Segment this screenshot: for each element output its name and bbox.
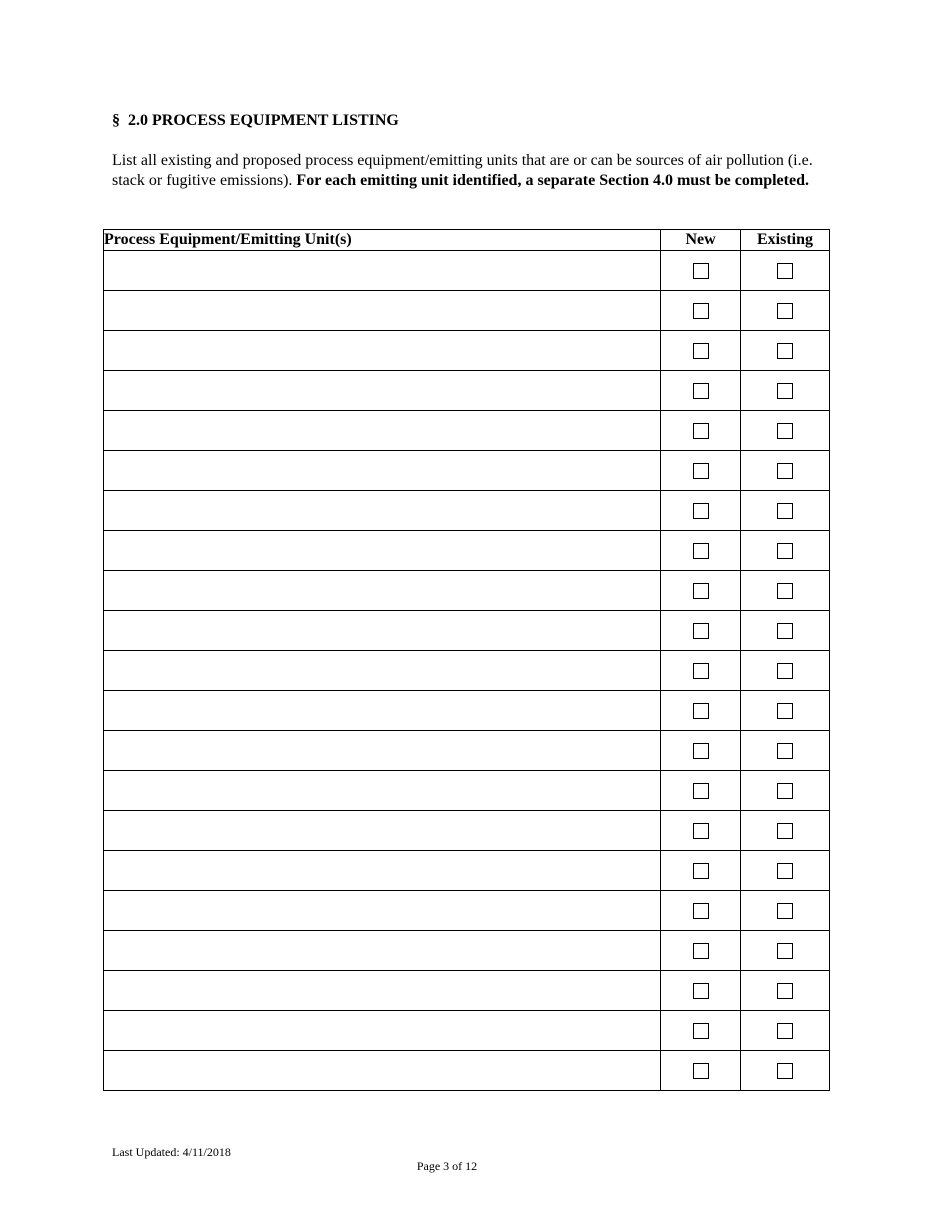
new-checkbox[interactable] bbox=[693, 703, 709, 719]
existing-cell bbox=[741, 811, 830, 851]
instructions-bold-text: For each emitting unit identified, a separate Section 4.0 must be completed. bbox=[296, 171, 809, 189]
new-checkbox[interactable] bbox=[693, 783, 709, 799]
equipment-name-field[interactable] bbox=[104, 451, 661, 491]
new-checkbox[interactable] bbox=[693, 383, 709, 399]
existing-checkbox[interactable] bbox=[777, 903, 793, 919]
existing-checkbox[interactable] bbox=[777, 703, 793, 719]
new-checkbox[interactable] bbox=[693, 863, 709, 879]
equipment-name-field[interactable] bbox=[104, 1051, 661, 1091]
new-checkbox[interactable] bbox=[693, 463, 709, 479]
existing-cell bbox=[741, 611, 830, 651]
table-row bbox=[104, 691, 830, 731]
table-row bbox=[104, 1011, 830, 1051]
header-existing: Existing bbox=[741, 230, 830, 251]
new-cell bbox=[661, 971, 741, 1011]
existing-checkbox[interactable] bbox=[777, 743, 793, 759]
table-row bbox=[104, 891, 830, 931]
equipment-name-field[interactable] bbox=[104, 571, 661, 611]
new-checkbox[interactable] bbox=[693, 543, 709, 559]
table-row bbox=[104, 611, 830, 651]
new-cell bbox=[661, 531, 741, 571]
new-cell bbox=[661, 851, 741, 891]
existing-cell bbox=[741, 531, 830, 571]
equipment-name-field[interactable] bbox=[104, 611, 661, 651]
existing-cell bbox=[741, 371, 830, 411]
page-number: Page 3 of 12 bbox=[416, 1159, 478, 1173]
existing-checkbox[interactable] bbox=[777, 943, 793, 959]
existing-cell bbox=[741, 731, 830, 771]
equipment-name-field[interactable] bbox=[104, 291, 661, 331]
existing-checkbox[interactable] bbox=[777, 383, 793, 399]
existing-checkbox[interactable] bbox=[777, 623, 793, 639]
existing-checkbox[interactable] bbox=[777, 463, 793, 479]
instructions-text: List all existing and proposed process equipment/emitting units that are or can be sources of air pollution (i.e. stack or fugitive emissions). bbox=[112, 152, 813, 189]
new-checkbox[interactable] bbox=[693, 583, 709, 599]
new-checkbox[interactable] bbox=[693, 663, 709, 679]
equipment-name-field[interactable] bbox=[104, 331, 661, 371]
equipment-name-field[interactable] bbox=[104, 651, 661, 691]
equipment-name-field[interactable] bbox=[104, 971, 661, 1011]
table-row bbox=[104, 851, 830, 891]
equipment-table-body bbox=[104, 251, 830, 1091]
existing-cell bbox=[741, 971, 830, 1011]
new-cell bbox=[661, 371, 741, 411]
existing-cell bbox=[741, 451, 830, 491]
existing-checkbox[interactable] bbox=[777, 863, 793, 879]
existing-checkbox[interactable] bbox=[777, 343, 793, 359]
new-checkbox[interactable] bbox=[693, 943, 709, 959]
new-cell bbox=[661, 931, 741, 971]
existing-checkbox[interactable] bbox=[777, 823, 793, 839]
new-cell bbox=[661, 251, 741, 291]
table-row bbox=[104, 291, 830, 331]
table-row bbox=[104, 731, 830, 771]
existing-checkbox[interactable] bbox=[777, 263, 793, 279]
table-row bbox=[104, 931, 830, 971]
new-cell bbox=[661, 691, 741, 731]
equipment-name-field[interactable] bbox=[104, 891, 661, 931]
existing-checkbox[interactable] bbox=[777, 583, 793, 599]
equipment-name-field[interactable] bbox=[104, 371, 661, 411]
new-cell bbox=[661, 771, 741, 811]
existing-checkbox[interactable] bbox=[777, 663, 793, 679]
equipment-name-field[interactable] bbox=[104, 411, 661, 451]
new-cell bbox=[661, 811, 741, 851]
existing-cell bbox=[741, 931, 830, 971]
new-checkbox[interactable] bbox=[693, 1063, 709, 1079]
table-row bbox=[104, 771, 830, 811]
table-row bbox=[104, 371, 830, 411]
new-cell bbox=[661, 611, 741, 651]
new-checkbox[interactable] bbox=[693, 903, 709, 919]
equipment-name-field[interactable] bbox=[104, 851, 661, 891]
new-checkbox[interactable] bbox=[693, 423, 709, 439]
new-cell bbox=[661, 1051, 741, 1091]
table-header-row bbox=[104, 230, 830, 251]
equipment-name-field[interactable] bbox=[104, 491, 661, 531]
new-cell bbox=[661, 1011, 741, 1051]
new-checkbox[interactable] bbox=[693, 1023, 709, 1039]
existing-checkbox[interactable] bbox=[777, 503, 793, 519]
existing-cell bbox=[741, 411, 830, 451]
existing-checkbox[interactable] bbox=[777, 783, 793, 799]
new-cell bbox=[661, 331, 741, 371]
new-cell bbox=[661, 571, 741, 611]
new-checkbox[interactable] bbox=[693, 823, 709, 839]
table-row bbox=[104, 451, 830, 491]
new-checkbox[interactable] bbox=[693, 343, 709, 359]
equipment-name-field[interactable] bbox=[104, 531, 661, 571]
existing-cell bbox=[741, 491, 830, 531]
existing-cell bbox=[741, 1051, 830, 1091]
equipment-name-field[interactable] bbox=[104, 731, 661, 771]
equipment-name-field[interactable] bbox=[104, 931, 661, 971]
existing-cell bbox=[741, 331, 830, 371]
new-checkbox[interactable] bbox=[693, 623, 709, 639]
table-row bbox=[104, 251, 830, 291]
table-row bbox=[104, 1051, 830, 1091]
existing-cell bbox=[741, 651, 830, 691]
table-row bbox=[104, 531, 830, 571]
new-checkbox[interactable] bbox=[693, 303, 709, 319]
new-checkbox[interactable] bbox=[693, 263, 709, 279]
header-new: New bbox=[661, 230, 741, 251]
existing-cell bbox=[741, 851, 830, 891]
instructions-paragraph bbox=[112, 151, 837, 190]
existing-cell bbox=[741, 571, 830, 611]
equipment-name-field[interactable] bbox=[104, 251, 661, 291]
header-process-equipment: Process Equipment/Emitting Unit(s) bbox=[104, 230, 661, 251]
table-row bbox=[104, 571, 830, 611]
existing-checkbox[interactable] bbox=[777, 423, 793, 439]
equipment-name-field[interactable] bbox=[104, 1011, 661, 1051]
new-cell bbox=[661, 651, 741, 691]
table-row bbox=[104, 411, 830, 451]
existing-cell bbox=[741, 291, 830, 331]
new-cell bbox=[661, 491, 741, 531]
new-cell bbox=[661, 451, 741, 491]
existing-cell bbox=[741, 891, 830, 931]
existing-cell bbox=[741, 1011, 830, 1051]
new-checkbox[interactable] bbox=[693, 743, 709, 759]
table-row bbox=[104, 811, 830, 851]
equipment-table bbox=[103, 229, 830, 1091]
table-row bbox=[104, 491, 830, 531]
table-row bbox=[104, 651, 830, 691]
equipment-name-field[interactable] bbox=[104, 811, 661, 851]
table-row bbox=[104, 971, 830, 1011]
existing-cell bbox=[741, 691, 830, 731]
existing-checkbox[interactable] bbox=[777, 983, 793, 999]
existing-checkbox[interactable] bbox=[777, 543, 793, 559]
equipment-name-field[interactable] bbox=[104, 771, 661, 811]
new-cell bbox=[661, 891, 741, 931]
new-checkbox[interactable] bbox=[693, 503, 709, 519]
existing-cell bbox=[741, 771, 830, 811]
existing-cell bbox=[741, 251, 830, 291]
section-title: § 2.0 PROCESS EQUIPMENT LISTING bbox=[112, 112, 399, 129]
new-cell bbox=[661, 291, 741, 331]
last-updated-note: Last Updated: 4/11/2018 bbox=[112, 1145, 231, 1159]
new-checkbox[interactable] bbox=[693, 983, 709, 999]
equipment-name-field[interactable] bbox=[104, 691, 661, 731]
existing-checkbox[interactable] bbox=[777, 1023, 793, 1039]
new-cell bbox=[661, 731, 741, 771]
existing-checkbox[interactable] bbox=[777, 1063, 793, 1079]
new-cell bbox=[661, 411, 741, 451]
existing-checkbox[interactable] bbox=[777, 303, 793, 319]
table-row bbox=[104, 331, 830, 371]
